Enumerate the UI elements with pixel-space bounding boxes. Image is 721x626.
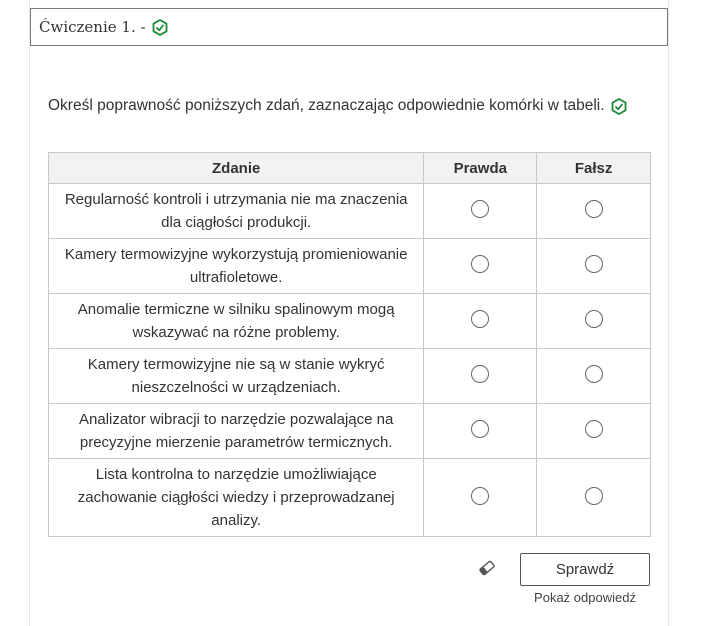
statement-cell: Analizator wibracji to narzędzie pozwalające na precyzyjne mierzenie parametrów termicznych. — [49, 404, 424, 459]
instruction — [48, 97, 648, 115]
hexagon-check-icon — [152, 19, 168, 36]
false-radio[interactable] — [585, 487, 603, 505]
false-radio[interactable] — [585, 420, 603, 438]
statement-cell: Kamery termowizyjne wykorzystują promieniowanie ultrafioletowe. — [49, 239, 424, 294]
statement-cell: Lista kontrolna to narzędzie umożliwiające zachowanie ciągłości wiedzy i przeprowadzanej analizy. — [49, 459, 424, 537]
false-cell — [537, 459, 651, 537]
column-header-statement: Zdanie — [49, 153, 424, 184]
false-radio[interactable] — [585, 310, 603, 328]
true-radio[interactable] — [471, 255, 489, 273]
true-cell — [424, 239, 537, 294]
column-header-true: Prawda — [424, 153, 537, 184]
false-radio[interactable] — [585, 200, 603, 218]
table-row — [49, 239, 651, 294]
instruction-text: Określ poprawność poniższych zdań, zaznaczając odpowiednie komórki w tabeli. — [48, 97, 605, 114]
show-answer-link[interactable]: Pokaż odpowiedź — [534, 590, 636, 605]
false-radio[interactable] — [585, 365, 603, 383]
column-header-false: Fałsz — [537, 153, 651, 184]
false-cell — [537, 349, 651, 404]
statement-cell: Kamery termowizyjne nie są w stanie wykryć nieszczelności w urządzeniach. — [49, 349, 424, 404]
true-radio[interactable] — [471, 365, 489, 383]
true-cell — [424, 459, 537, 537]
table-row — [49, 294, 651, 349]
exercise-title: Ćwiczenie 1. - — [39, 18, 146, 36]
true-radio[interactable] — [471, 420, 489, 438]
eraser-icon[interactable] — [478, 560, 496, 576]
statement-cell: Regularność kontroli i utrzymania nie ma znaczenia dla ciągłości produkcji. — [49, 184, 424, 239]
statement-cell: Anomalie termiczne w silniku spalinowym mogą wskazywać na różne problemy. — [49, 294, 424, 349]
hexagon-check-icon — [611, 98, 627, 115]
true-cell — [424, 294, 537, 349]
false-cell — [537, 239, 651, 294]
false-cell — [537, 184, 651, 239]
table-row — [49, 459, 651, 537]
false-cell — [537, 404, 651, 459]
true-cell — [424, 404, 537, 459]
true-radio[interactable] — [471, 200, 489, 218]
false-radio[interactable] — [585, 255, 603, 273]
true-radio[interactable] — [471, 487, 489, 505]
true-radio[interactable] — [471, 310, 489, 328]
table-row — [49, 349, 651, 404]
true-cell — [424, 184, 537, 239]
exercise-header — [30, 8, 668, 46]
false-cell — [537, 294, 651, 349]
table-row — [49, 404, 651, 459]
check-button[interactable]: Sprawdź — [520, 553, 650, 586]
table-row — [49, 184, 651, 239]
table-header-row — [49, 153, 651, 184]
true-cell — [424, 349, 537, 404]
true-false-table — [48, 152, 651, 537]
